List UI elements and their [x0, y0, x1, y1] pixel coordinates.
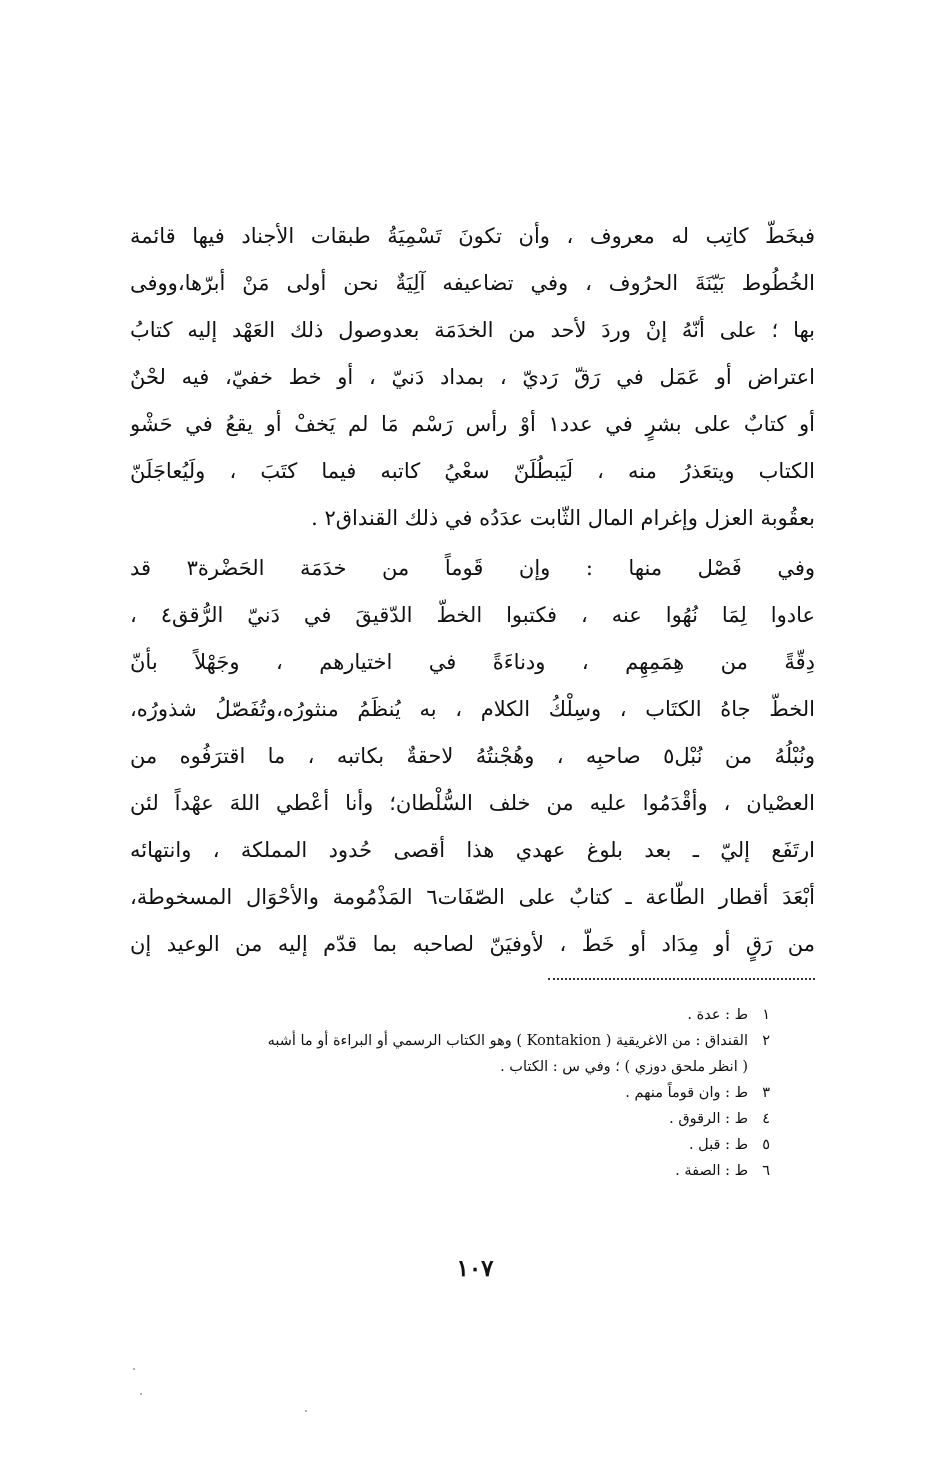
text-line: ونُبْلُهُ من نُبْل٥ صاحبِه ، وهُجْنتُهُ لاحقةٌ بكاتبه ، ما اقترَفُوه من — [130, 744, 815, 768]
footnote-text: ط : قبل . — [688, 1137, 748, 1153]
footnote-text: ط : الصفة . — [675, 1163, 748, 1179]
footnote-text: ط : الرقوق . — [669, 1111, 748, 1127]
text-line: الكتاب ويتعَذرُ منه ، لَيَبطُلَنّ سعْيُ كاتبه فيما كتَبَ ، ولَيُعاجَلَنّ — [130, 459, 815, 483]
footnote-number: ٢ — [762, 1033, 770, 1049]
footnote-item — [130, 1028, 770, 1054]
footnote-divider — [548, 978, 815, 980]
footnote-item — [130, 1106, 770, 1132]
text-line: الخُطُوط بَيّنَةَ الحرُوف ، وفي تضاعيفه آلِيَةٌ نحن أولى مَنْ أبرّها،ووفى — [130, 271, 815, 295]
footnote-number: ٣ — [762, 1085, 770, 1101]
scan-speck — [140, 1393, 142, 1395]
text-line: دِقّةً من هِمَمِهِم ، ودناءَةً في اختيارهم ، وجَهْلاً بأنّ — [130, 650, 815, 674]
scan-speck — [133, 1368, 135, 1370]
text-line: أبْعَدَ أقطار الطّاعة ـ كتابٌ على الصّفَات٦ المَذْمُومة والأحْوَال المسخوطة، — [130, 885, 815, 909]
text-line: عادوا لِمَا نُهُوا عنه ، فكتبوا الخطّ الدّقيقَ في دَنيّ الرُّقق٤ ، — [130, 603, 815, 627]
footnote-text: ط : وان قوماً منهم . — [625, 1085, 748, 1101]
text-line: العصْيان ، وأقْدَمُوا عليه من خلف السُّلْطان؛ وأنا أعْطي اللهَ عهْداً لئن — [130, 791, 815, 815]
footnote-continuation: ( انظر ملحق دوزي ) ؛ وفي س : الكتاب . — [500, 1059, 748, 1075]
text-line: بعقُوبة العزل وإغرام المال الثّابت عدَدُه في ذلك القنداق٢ . — [311, 506, 815, 530]
footnote-number: ٦ — [762, 1163, 770, 1179]
footnote-number: ١ — [762, 1007, 770, 1023]
paragraph-1 — [130, 213, 815, 542]
text-line: من رَقٍ أو مِدَاد أو خَطّ ، لأوفيَنّ لصاحبه بما قدّم إليه من الوعيد إن — [130, 932, 815, 956]
text-line: وفي فَصْل منها : وإن قَوماً من خدَمَة الحَضْرة٣ قد — [130, 556, 815, 580]
footnote-number: ٥ — [762, 1137, 770, 1153]
text-line: فبخَطّ كاتِب له معروف ، وأن تكونَ تَسْمِيَةُ طبقات الأجناد فيها قائمة — [130, 224, 815, 248]
scan-speck — [305, 1410, 307, 1412]
paragraph-2 — [130, 545, 815, 968]
footnote-item — [130, 1002, 770, 1028]
text-line: أو كتابٌ على بشرٍ في عدد١ أوْ رأس رَسْم مَا لم يَخفْ أو يقعُ في حَشْو — [130, 412, 815, 436]
text-line: ارتَفَع إليّ ـ بعد بلوغ عهدي هذا أقصى حُدود المملكة ، وانتهائه — [130, 838, 815, 862]
footnote-text: ط : عدة . — [687, 1007, 748, 1023]
footnotes — [130, 1002, 770, 1184]
footnote-number: ٤ — [762, 1111, 770, 1127]
text-line: اعتراض أو عَمَل في رَقّ رَديّ ، بمداد دَنيّ ، أو خط خفيّ، فيه لحْنٌ — [130, 365, 815, 389]
text-line: الخطّ جاهُ الكتَاب ، وسِلْكُ الكلام ، به يُنظَمُ منثورُه،وتُفَصّلُ شذورُه، — [130, 697, 815, 721]
page-number: ١٠٧ — [456, 1255, 494, 1282]
text-line: بها ؛ على أنّهُ إنْ وردَ لأحد من الخدَمَة بعدوصول ذلك العَهْد إليه كتابُ — [130, 318, 815, 342]
footnote-item — [130, 1080, 770, 1106]
footnote-item — [130, 1132, 770, 1158]
footnote-item — [130, 1158, 770, 1184]
footnote-text: القنداق : من الاغريقية ( Kontakion ) وهو الكتاب الرسمي أو البراءة أو ما أشبه — [267, 1033, 748, 1049]
